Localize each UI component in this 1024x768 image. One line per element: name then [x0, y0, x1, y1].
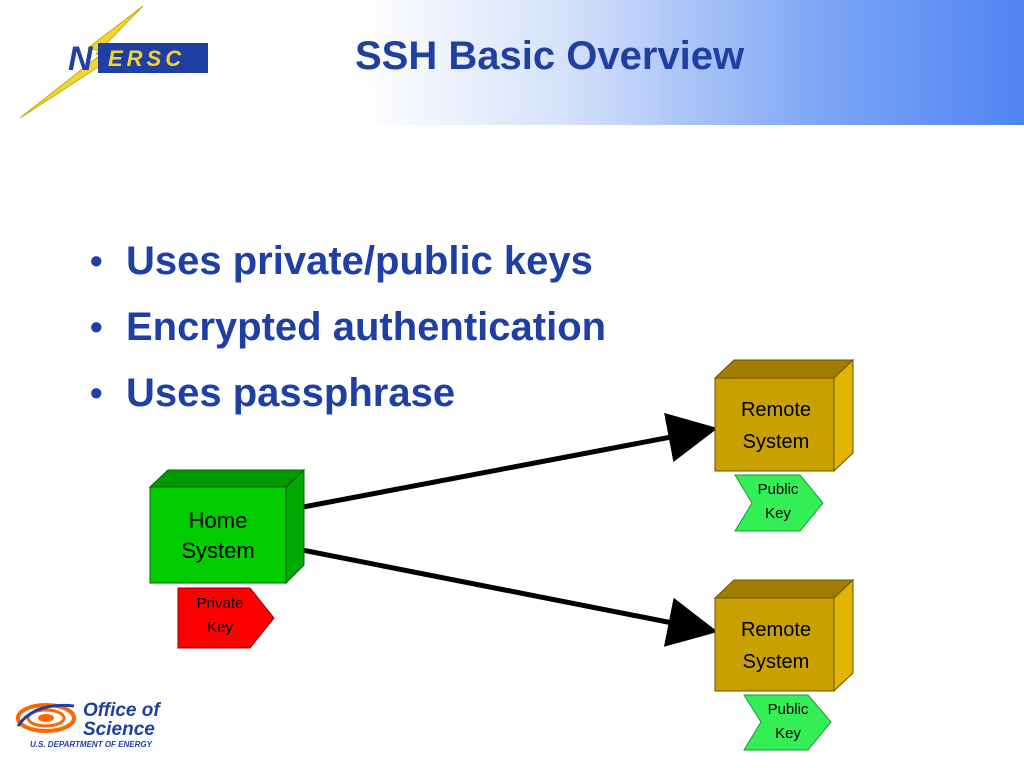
home-system-label	[150, 506, 286, 566]
footer-office-of-science	[83, 701, 160, 739]
office-of-science-icon	[14, 696, 82, 740]
public-key-1-line2: Key	[765, 505, 791, 522]
remote-system-2-line2: System	[742, 651, 810, 673]
logo-text: ERSC	[108, 46, 186, 71]
public-key-1-label	[745, 478, 811, 526]
bullet-dot-icon: •	[90, 306, 103, 347]
footer-line1: Office of	[83, 700, 160, 721]
footer-department: U.S. DEPARTMENT OF ENERGY	[30, 740, 152, 749]
public-key-2-label	[755, 698, 821, 746]
page-title: SSH Basic Overview	[355, 34, 745, 78]
private-key-label	[178, 592, 262, 640]
remote-system-1-line2: System	[742, 431, 810, 453]
public-key-1-line1: Public	[757, 481, 799, 498]
bullet-text: Uses private/public keys	[126, 239, 593, 283]
footer-line2: Science	[83, 719, 155, 740]
bullet-dot-icon: •	[90, 372, 103, 413]
bullet-dot-icon: •	[90, 240, 103, 281]
bullet-text: Uses passphrase	[126, 371, 456, 415]
home-system-line1: Home	[188, 508, 248, 533]
bullet-text: Encrypted authentication	[126, 305, 607, 349]
remote-system-1-line1: Remote	[740, 399, 812, 421]
public-key-2-line1: Public	[767, 701, 809, 718]
private-key-line2: Key	[207, 619, 233, 636]
remote-system-2-label	[715, 614, 837, 678]
home-system-line2: System	[181, 538, 255, 563]
logo-letter-n: N	[68, 40, 93, 78]
arrow-to-remote-2	[292, 548, 708, 630]
private-key-line1: Private	[196, 595, 244, 612]
remote-system-2-line1: Remote	[740, 619, 812, 641]
remote-system-1-label	[715, 394, 837, 458]
public-key-2-line2: Key	[775, 725, 801, 742]
arrow-to-remote-1	[298, 430, 708, 508]
